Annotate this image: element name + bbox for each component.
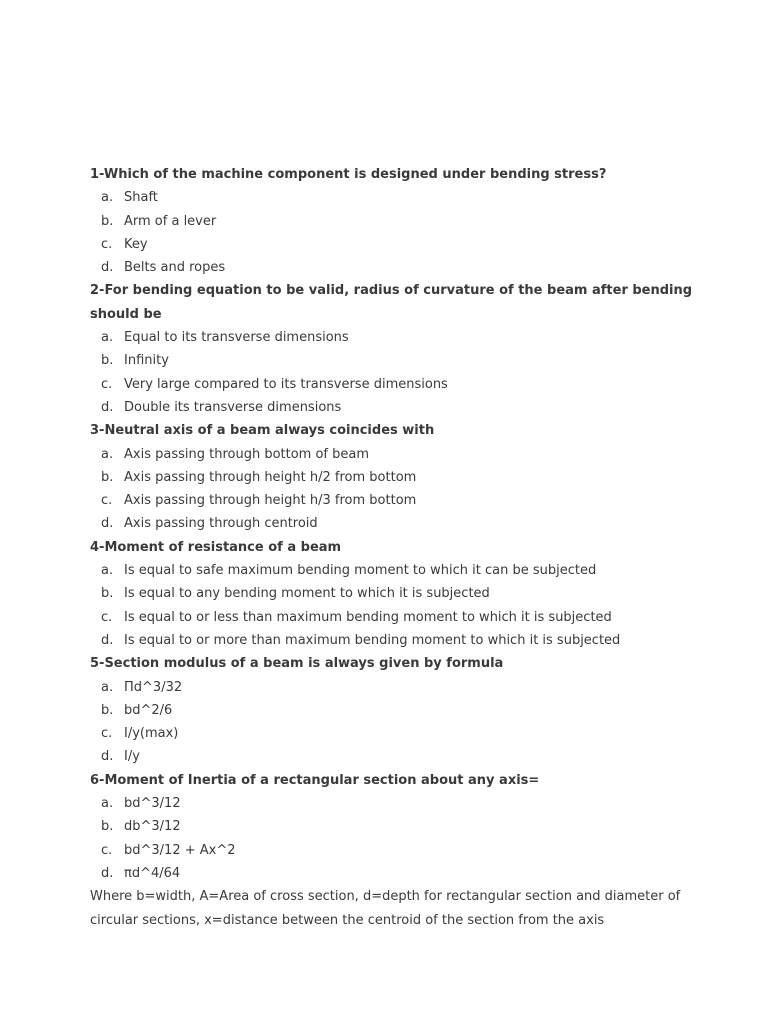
question-text: 5-Section modulus of a beam is always given by formula [90,656,504,672]
option-item [90,745,730,768]
option-letter: a. [101,330,114,346]
question-block-4 [90,536,730,652]
option-letter: b. [101,586,114,602]
option-item [90,512,730,535]
option-text: Axis passing through height h/2 from bottom [124,469,417,485]
question-block-5 [90,652,730,768]
option-text: Axis passing through height h/3 from bottom [124,493,417,509]
option-letter: b. [101,353,114,369]
option-letter: d. [101,865,114,881]
option-text: Axis passing through bottom of beam [124,446,370,462]
option-text: Double its transverse dimensions [124,399,342,415]
option-item [90,349,730,372]
option-item [90,326,730,349]
option-text: Is equal to safe maximum bending moment to which it can be subjected [124,563,597,579]
option-list [90,559,730,652]
option-letter: b. [101,702,114,718]
option-item [90,210,730,233]
option-letter: d. [101,516,114,532]
option-text: I/y [124,749,140,765]
option-text: bd^3/12 [124,796,181,812]
option-letter: a. [101,679,114,695]
option-item [90,582,730,605]
option-letter: d. [101,399,114,415]
option-item [90,629,730,652]
option-item [90,373,730,396]
option-letter: b. [101,213,114,229]
option-text: db^3/12 [124,819,181,835]
option-text: Is equal to or more than maximum bending moment to which it is subjected [124,632,621,648]
option-letter: d. [101,632,114,648]
option-list [90,326,730,419]
option-letter: c. [101,726,113,742]
option-text: Is equal to or less than maximum bending moment to which it is subjected [124,609,612,625]
option-list [90,443,730,536]
option-item [90,559,730,582]
option-list [90,676,730,769]
option-item [90,676,730,699]
option-item [90,839,730,862]
option-letter: c. [101,236,113,252]
option-text: Is equal to any bending moment to which it is subjected [124,586,490,602]
question-text: 6-Moment of Inertia of a rectangular section about any axis= [90,772,540,788]
option-item [90,722,730,745]
option-text: I/y(max) [124,726,179,742]
option-text: πd^4/64 [124,865,181,881]
question-block-2 [90,279,730,419]
option-letter: a. [101,563,114,579]
option-item [90,256,730,279]
option-text: Key [124,236,148,252]
option-item [90,396,730,419]
option-letter: a. [101,190,114,206]
definitions-note: Where b=width, A=Area of cross section, d=depth for rectangular section and diameter of circular sections, x=distance between the centroid of the section from the axis [90,889,681,928]
option-text: bd^2/6 [124,702,173,718]
question-text: 1-Which of the machine component is designed under bending stress? [90,167,607,182]
document-page [90,163,730,932]
question-block-6 [90,769,730,885]
option-item [90,186,730,209]
option-text: bd^3/12 + Ax^2 [124,842,236,858]
question-text: 4-Moment of resistance of a beam [90,539,342,555]
option-letter: c. [101,609,113,625]
option-list [90,186,730,279]
option-letter: d. [101,260,114,276]
option-item [90,862,730,885]
option-letter: c. [101,842,113,858]
question-text: 2-For bending equation to be valid, radius of curvature of the beam after bending should be [90,283,693,322]
option-text: Belts and ropes [124,260,226,276]
option-letter: b. [101,819,114,835]
option-text: Infinity [124,353,169,369]
option-letter: a. [101,446,114,462]
question-block-3 [90,419,730,535]
option-text: Shaft [124,190,158,206]
option-text: Equal to its transverse dimensions [124,330,349,346]
option-letter: a. [101,796,114,812]
option-letter: d. [101,749,114,765]
option-text: Πd^3/32 [124,679,183,695]
question-text: 3-Neutral axis of a beam always coincides with [90,423,435,439]
option-letter: b. [101,469,114,485]
option-item [90,792,730,815]
question-block-1 [90,163,730,279]
option-item [90,815,730,838]
option-letter: c. [101,493,113,509]
option-item [90,466,730,489]
option-text: Axis passing through centroid [124,516,318,532]
option-list [90,792,730,885]
option-text: Very large compared to its transverse dimensions [124,376,448,392]
option-item [90,443,730,466]
option-letter: c. [101,376,113,392]
option-item [90,606,730,629]
option-item [90,489,730,512]
option-item [90,233,730,256]
option-text: Arm of a lever [124,213,217,229]
option-item [90,699,730,722]
